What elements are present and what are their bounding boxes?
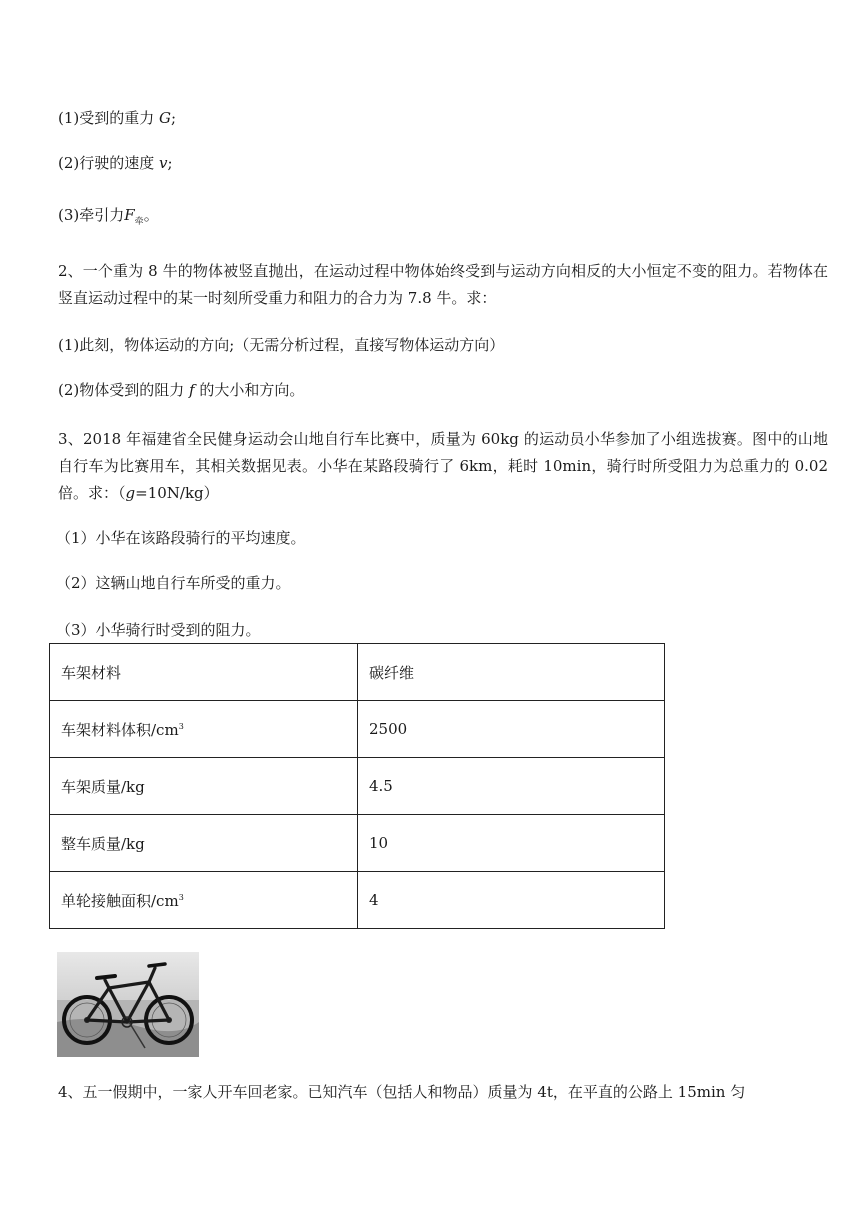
table-cell-label: 单轮接触面积$/cm^3$ [50, 872, 358, 929]
table-cell-value: 碳纤维 [358, 644, 665, 701]
table-row [50, 644, 665, 701]
q2-part-1: (1)此刻，物体运动的方向;（无需分析过程，直接写物体运动方向） [58, 336, 505, 354]
table-cell-value: 4 [358, 872, 665, 929]
table-row [50, 701, 665, 758]
q1-part-2: (2)行驶的速度 v; [58, 154, 173, 172]
table-row [50, 815, 665, 872]
table-row [50, 872, 665, 929]
table-row [50, 758, 665, 815]
table-cell-value: 10 [358, 815, 665, 872]
table-cell-label: 整车质量/kg [50, 815, 358, 872]
q3-stem: 3、2018 年福建省全民健身运动会山地自行车比赛中，质量为 60kg 的运动员小华参加了小组选拔赛。图中的山地自行车为比赛用车，其相关数据见表。小华在某路段骑行了 6km，耗时 10min，骑行时所受阻力为总重力的 0.02 倍。求：（g=10N/kg） [58, 430, 828, 502]
table-cell-label: 车架质量/kg [50, 758, 358, 815]
table-cell-label: 车架材料体积$/cm^3$ [50, 701, 358, 758]
q1-part-3: (3)牵引力$F_牵$。 [58, 206, 159, 227]
table-cell-label: 车架材料 [50, 644, 358, 701]
q3-part-3: （3）小华骑行时受到的阻力。 [56, 621, 261, 639]
table-cell-value: 4.5 [358, 758, 665, 815]
q1-part-1: (1)受到的重力 G; [58, 109, 177, 127]
q3-part-1: （1）小华在该路段骑行的平均速度。 [56, 529, 306, 547]
bike-spec-table [49, 643, 665, 929]
mountain-bike-photo [57, 952, 199, 1057]
q2-stem: 2、一个重为 8 牛的物体被竖直抛出，在运动过程中物体始终受到与运动方向相反的大小恒定不变的阻力。若物体在竖直运动过程中的某一时刻所受重力和阻力的合力为 7.8 牛。求： [58, 262, 828, 307]
q4-stem: 4、五一假期中，一家人开车回老家。已知汽车（包括人和物品）质量为 4t，在平直的公路上 15min 匀 [58, 1083, 746, 1101]
q3-part-2: （2）这辆山地自行车所受的重力。 [56, 574, 291, 592]
table-cell-value: 2500 [358, 701, 665, 758]
q2-part-2: (2)物体受到的阻力 f 的大小和方向。 [58, 381, 305, 399]
